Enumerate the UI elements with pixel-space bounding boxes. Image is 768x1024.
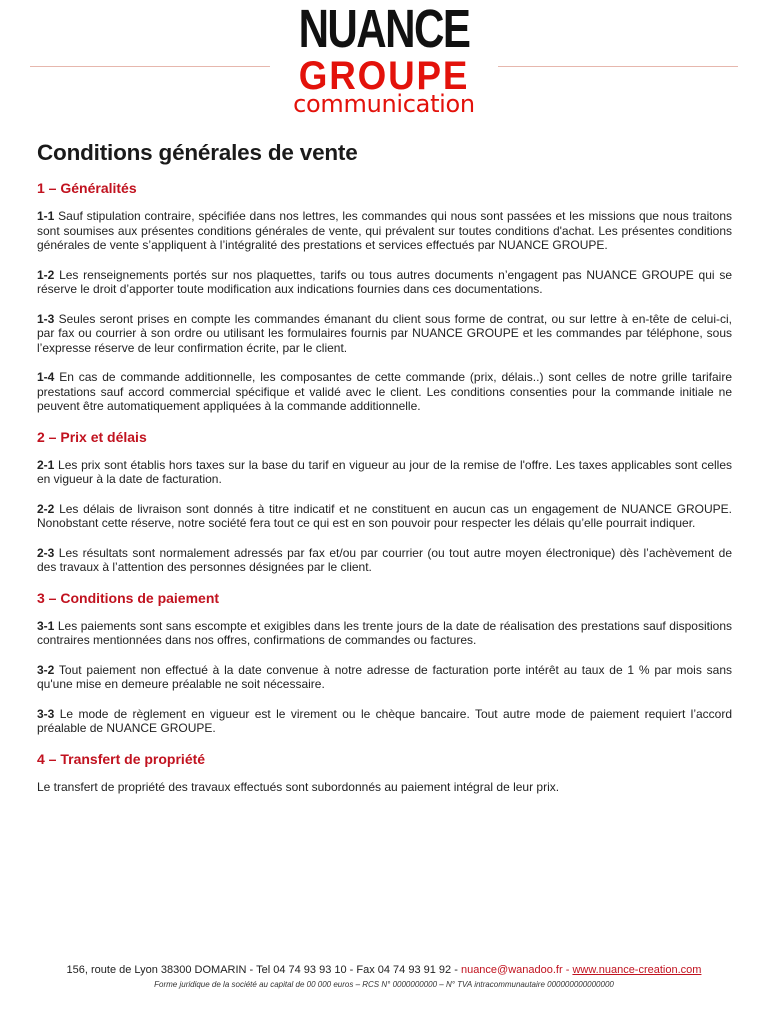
clause-number: 2-1 bbox=[37, 457, 55, 472]
clause-2-3 bbox=[37, 546, 732, 575]
clause-number: 2-3 bbox=[37, 545, 55, 560]
section-generalites bbox=[37, 180, 732, 414]
clause-1-1 bbox=[37, 209, 732, 253]
clause-text: Tout paiement non effectué à la date convenue à notre adresse de facturation porte intérêt au taux de 1 % par mois sans qu'une mise en demeure préalable ne soit nécessaire. bbox=[37, 662, 732, 691]
clause-text: Les délais de livraison sont donnés à titre indicatif et ne constituent en aucun cas un engagement de NUANCE GROUPE. Nonobstant cette réserve, notre société fera tout ce qui est en son pouvoir pour respecter les délais qu’elle pourrait indiquer. bbox=[37, 501, 732, 530]
clause-1-2 bbox=[37, 268, 732, 297]
clause-text: Les renseignements portés sur nos plaquettes, tarifs ou tous autres documents n’engagent pas NUANCE GROUPE qui se réserve le droit d’apporter toute modification aux indications fournies dans ces documentations. bbox=[37, 267, 732, 296]
clause-number: 1-2 bbox=[37, 267, 55, 282]
clause-1-4 bbox=[37, 370, 732, 414]
section-heading: 1 – Généralités bbox=[37, 180, 137, 196]
clause-2-1 bbox=[37, 458, 732, 487]
logo-text-communication: communication bbox=[293, 90, 475, 118]
section-prix-delais bbox=[37, 429, 732, 575]
clause-number: 1-4 bbox=[37, 370, 55, 384]
logo-text-nuance: NUANCE bbox=[298, 0, 470, 59]
footer-address: 156, route de Lyon 38300 DOMARIN - Tel 04 74 93 93 10 - Fax 04 74 93 91 92 - bbox=[66, 964, 458, 976]
clause-number: 1-1 bbox=[37, 209, 55, 223]
section-heading: 4 – Transfert de propriété bbox=[37, 750, 206, 767]
clause-number: 2-2 bbox=[37, 501, 55, 516]
clause-number: 3-1 bbox=[37, 618, 55, 633]
document-body bbox=[37, 140, 732, 809]
clause-text: Les paiements sont sans escompte et exigibles dans les trente jours de la date de réalisation des prestations sauf dispositions contraires mentionnées dans nos offres, confirmations de commandes ou factures. bbox=[37, 618, 732, 647]
footer-contact bbox=[0, 964, 768, 976]
clause-number: 3-3 bbox=[37, 706, 55, 721]
clause-text: Sauf stipulation contraire, spécifiée dans nos lettres, les commandes qui nous sont passées et les missions que nous traitons sont soumises aux présentes conditions générales de vente, qui prévalent sur toutes conditions d'achat. Les présentes conditions générales de vente s’appliquent à l’intégralité des prestations et services effectués par NUANCE GROUPE. bbox=[37, 209, 732, 252]
clause-number: 1-3 bbox=[37, 311, 55, 326]
logo-text-groupe: GROUPE bbox=[298, 54, 470, 98]
clause-text: Les résultats sont normalement adressés par fax et/ou par courrier (ou tout autre moyen électronique) dès l’achèvement de des travaux à l’attention des personnes désignées par le client. bbox=[37, 545, 732, 574]
clause-text: Seules seront prises en compte les commandes émanant du client sous forme de contrat, ou sur lettre à en-tête de celui-ci, par fax ou courrier à son ordre ou utilisant les formulaires fournis par NUANCE GROUPE et les commandes par téléphone, sous l’expresse réserve de leur confirmation écrite, par le client. bbox=[37, 311, 732, 355]
logo-divider-right bbox=[498, 66, 738, 67]
clause-4 bbox=[37, 780, 732, 795]
logo-divider-left bbox=[30, 66, 270, 67]
page-title: Conditions générales de vente bbox=[37, 140, 358, 165]
clause-1-3 bbox=[37, 312, 732, 356]
clause-text: Les prix sont établis hors taxes sur la base du tarif en vigueur au jour de la remise de l'offre. Les taxes applicables sont celles en vigueur à la date de facturation. bbox=[37, 457, 732, 486]
footer-website-link[interactable]: www.nuance-creation.com bbox=[572, 964, 702, 976]
clause-2-2 bbox=[37, 502, 732, 531]
section-heading: 2 – Prix et délais bbox=[37, 428, 147, 445]
section-conditions-paiement bbox=[37, 590, 732, 736]
company-logo bbox=[0, 0, 768, 120]
section-transfert-propriete bbox=[37, 751, 732, 795]
clause-text: En cas de commande additionnelle, les composantes de cette commande (prix, délais..) sont celles de notre grille tarifaire prestations sauf accord commercial spécifique et validé avec le client. Les conditions consenties pour la commande initiale ne peuvent être automatiquement appliquées à la commande additionnelle. bbox=[37, 370, 732, 413]
clause-text: Le transfert de propriété des travaux effectués sont subordonnés au paiement intégral de leur prix. bbox=[37, 779, 560, 794]
footer-email-link[interactable]: nuance@wanadoo.fr bbox=[460, 964, 563, 976]
footer-separator: - bbox=[565, 964, 570, 976]
clause-text: Le mode de règlement en vigueur est le virement ou le chèque bancaire. Tout autre mode de paiement requiert l’accord préalable de NUANCE GROUPE. bbox=[37, 706, 732, 735]
section-heading: 3 – Conditions de paiement bbox=[37, 589, 220, 606]
footer-legal-notice: Forme juridique de la société au capital de 00 000 euros – RCS N° 0000000000 – N° TVA intracommunautaire 000000000000000 bbox=[154, 980, 614, 989]
clause-number: 3-2 bbox=[37, 662, 55, 677]
clause-3-3 bbox=[37, 707, 732, 736]
clause-3-1 bbox=[37, 619, 732, 648]
clause-3-2 bbox=[37, 663, 732, 692]
